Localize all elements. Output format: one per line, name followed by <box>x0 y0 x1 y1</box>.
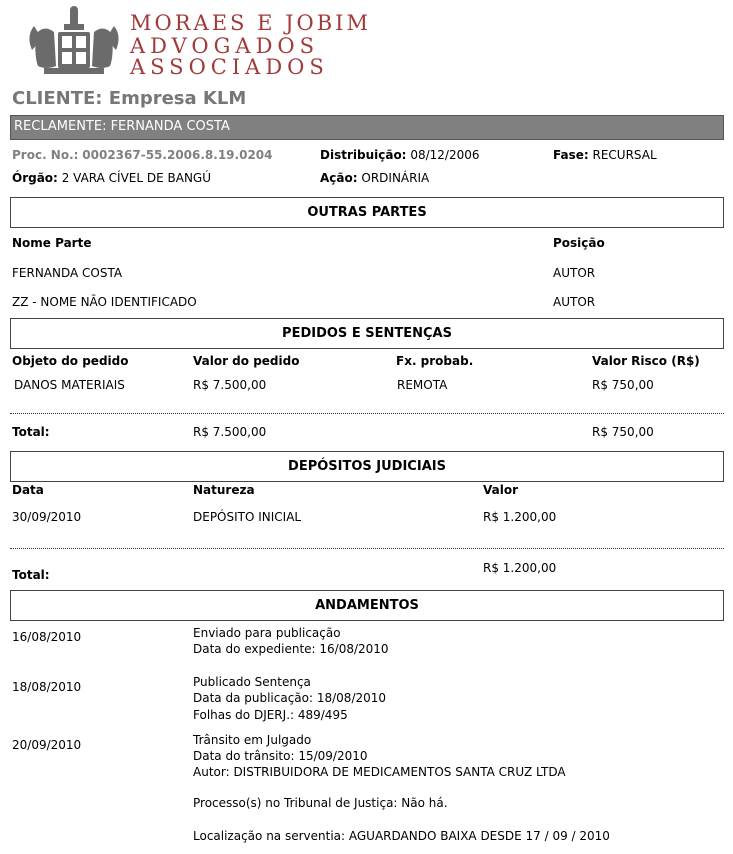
deposito-data: 30/09/2010 <box>12 510 82 524</box>
depositos-total-label: Total: <box>12 568 50 582</box>
acao <box>320 171 429 185</box>
parte-posicao: AUTOR <box>553 295 596 309</box>
acao-label: Ação: <box>320 171 358 185</box>
firm-name-line1: MORAES E JOBIM <box>130 11 371 35</box>
fase-label: Fase: <box>553 148 589 162</box>
reclamente-bar <box>10 115 724 140</box>
depositos-total-valor: R$ 1.200,00 <box>483 561 557 575</box>
andamento-line: Processo(s) no Tribunal de Justiça: Não há. <box>193 796 448 810</box>
pedido-risco: R$ 750,00 <box>592 378 654 392</box>
section-pedidos: PEDIDOS E SENTENÇAS <box>10 318 724 349</box>
client-title: CLIENTE: Empresa KLM <box>12 88 247 109</box>
parte-nome: FERNANDA COSTA <box>12 266 123 280</box>
proc-value: 0002367-55.2006.8.19.0204 <box>82 148 273 162</box>
pedido-valor: R$ 7.500,00 <box>193 378 267 392</box>
coat-of-arms-logo <box>24 6 124 78</box>
andamento-line: Autor: DISTRIBUIDORA DE MEDICAMENTOS SANTA CRUZ LTDA <box>193 765 566 779</box>
header-data: Data <box>12 483 44 497</box>
parte-posicao: AUTOR <box>553 266 596 280</box>
andamento-line: Data da publicação: 18/08/2010 <box>193 691 387 705</box>
header-posicao: Posição <box>553 236 605 250</box>
header-natureza: Natureza <box>193 483 255 497</box>
andamento-date: 16/08/2010 <box>12 630 82 644</box>
divider <box>10 413 724 414</box>
reclamente-text: RECLAMENTE: FERNANDA COSTA <box>14 119 230 134</box>
header-fx-probab: Fx. probab. <box>396 354 474 368</box>
pedidos-total-label: Total: <box>12 425 50 439</box>
pedido-objeto: DANOS MATERIAIS <box>14 378 125 392</box>
section-outras-partes: OUTRAS PARTES <box>10 197 724 228</box>
pedidos-total-risco: R$ 750,00 <box>592 425 654 439</box>
distribuicao <box>320 148 479 162</box>
andamento-line: Folhas do DJERJ.: 489/495 <box>193 708 348 722</box>
andamento-line: Data do trânsito: 15/09/2010 <box>193 749 368 763</box>
firm-name-line3: ASSOCIADOS <box>130 55 329 79</box>
andamento-line: Enviado para publicação <box>193 626 341 640</box>
section-depositos: DEPÓSITOS JUDICIAIS <box>10 451 724 482</box>
header-valor-pedido: Valor do pedido <box>193 354 300 368</box>
andamento-date: 18/08/2010 <box>12 680 82 694</box>
distribuicao-label: Distribuição: <box>320 148 407 162</box>
deposito-natureza: DEPÓSITO INICIAL <box>193 510 302 524</box>
andamento-line: Trânsito em Julgado <box>193 733 312 747</box>
andamento-line: Data do expediente: 16/08/2010 <box>193 642 389 656</box>
header-valor: Valor <box>483 483 519 497</box>
orgao-value: 2 VARA CÍVEL DE BANGÚ <box>61 171 212 185</box>
orgao <box>12 171 211 185</box>
proc-label: Proc. No.: <box>12 148 79 162</box>
deposito-valor: R$ 1.200,00 <box>483 510 557 524</box>
acao-value: ORDINÁRIA <box>361 171 430 185</box>
header-valor-risco: Valor Risco (R$) <box>592 354 700 368</box>
fase <box>553 148 657 162</box>
divider <box>10 548 724 549</box>
firm-name-line2: ADVOGADOS <box>130 34 320 58</box>
fase-value: RECURSAL <box>592 148 657 162</box>
pedido-fx: REMOTA <box>397 378 448 392</box>
andamento-line: Publicado Sentença <box>193 675 311 689</box>
header-objeto: Objeto do pedido <box>12 354 129 368</box>
parte-nome: ZZ - NOME NÃO IDENTIFICADO <box>12 295 197 309</box>
section-andamentos: ANDAMENTOS <box>10 590 724 621</box>
andamento-date: 20/09/2010 <box>12 738 82 752</box>
orgao-label: Órgão: <box>12 171 58 185</box>
andamento-line: Localização na serventia: AGUARDANDO BAIXA DESDE 17 / 09 / 2010 <box>193 829 610 843</box>
proc-number <box>12 148 273 162</box>
header-nome-parte: Nome Parte <box>12 236 92 250</box>
pedidos-total-valor: R$ 7.500,00 <box>193 425 267 439</box>
distribuicao-value: 08/12/2006 <box>410 148 480 162</box>
